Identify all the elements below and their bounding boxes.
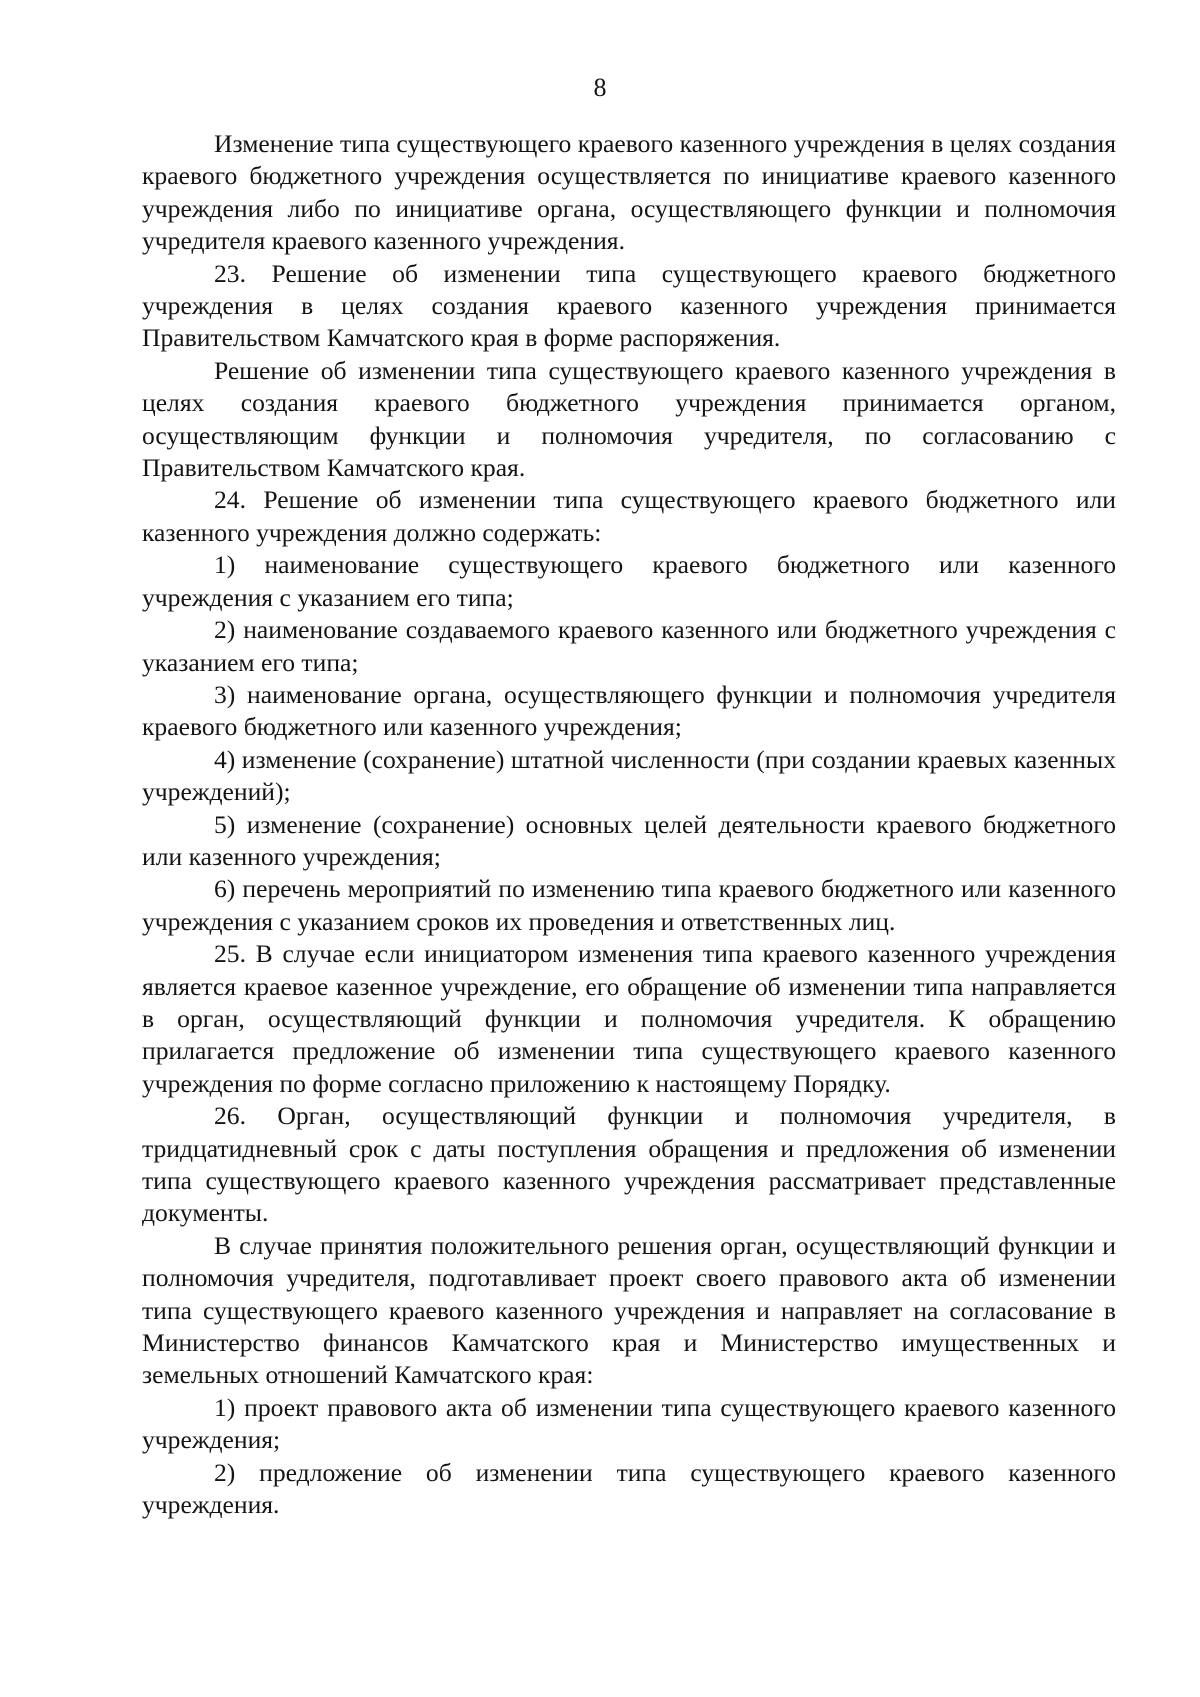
list-item-26-2: 2) предложение об изменении типа существующего краевого казенного учреждения.: [142, 1457, 1116, 1520]
list-item-24-6: 6) перечень мероприятий по изменению типа краевого бюджетного или казенного учреждения с указанием сроков их проведения и ответственных лиц.: [142, 874, 1116, 936]
paragraph-26: 26. Орган, осуществляющий функции и полномочия учредителя, в тридцатидневный срок с даты поступления обращения и предложения об изменении типа существующего краевого казенного учреждения рассматривает представленные документы.: [142, 1101, 1116, 1228]
document-body: [142, 128, 1116, 1521]
list-item-24-5: 5) изменение (сохранение) основных целей деятельности краевого бюджетного или казенного учреждения;: [142, 809, 1116, 871]
list-item-24-2: 2) наименование создаваемого краевого казенного или бюджетного учреждения с указанием его типа;: [142, 615, 1116, 677]
paragraph-intro: Изменение типа существующего краевого казенного учреждения в целях создания краевого бюджетного учреждения осуществляется по инициативе краевого казенного учреждения либо по инициативе органа, осуществляющего функции и полномочия учредителя краевого казенного учреждения.: [142, 129, 1116, 256]
list-item-24-1: 1) наименование существующего краевого бюджетного или казенного учреждения с указанием его типа;: [142, 550, 1116, 612]
paragraph-23: 23. Решение об изменении типа существующего краевого бюджетного учреждения в целях создания краевого казенного учреждения принимается Правительством Камчатского края в форме распоряжения.: [142, 258, 1116, 353]
list-item-24-4: 4) изменение (сохранение) штатной численности (при создании краевых казенных учреждений);: [142, 744, 1116, 807]
paragraph-24: 24. Решение об изменении типа существующего краевого бюджетного или казенного учреждения должно содержать:: [142, 485, 1116, 547]
paragraph-25: 25. В случае если инициатором изменения типа краевого казенного учреждения является краевое казенное учреждение, его обращение об изменении типа направляется в орган, осуществляющий функции и полномочия учредителя. К обращению прилагается предложение об изменении типа существующего краевого казенного учреждения по форме согласно приложению к настоящему Порядку.: [142, 939, 1116, 1098]
page-number: 8: [593, 73, 607, 102]
list-item-26-1: 1) проект правового акта об изменении типа существующего краевого казенного учреждения;: [142, 1392, 1116, 1455]
list-item-24-3: 3) наименование органа, осуществляющего функции и полномочия учредителя краевого бюджетного или казенного учреждения;: [142, 679, 1116, 742]
paragraph-26-cont: В случае принятия положительного решения орган, осуществляющий функции и полномочия учредителя, подготавливает проект своего правового акта об изменении типа существующего краевого казенного учреждения и направляет на согласование в Министерство финансов Камчатского края и Министерство имущественных и земельных отношений Камчатского края:: [142, 1230, 1116, 1390]
paragraph-23-cont: Решение об изменении типа существующего краевого казенного учреждения в целях создания краевого бюджетного учреждения принимается органом, осуществляющим функции и полномочия учредителя, по согласованию с Правительством Камчатского края.: [142, 355, 1116, 483]
